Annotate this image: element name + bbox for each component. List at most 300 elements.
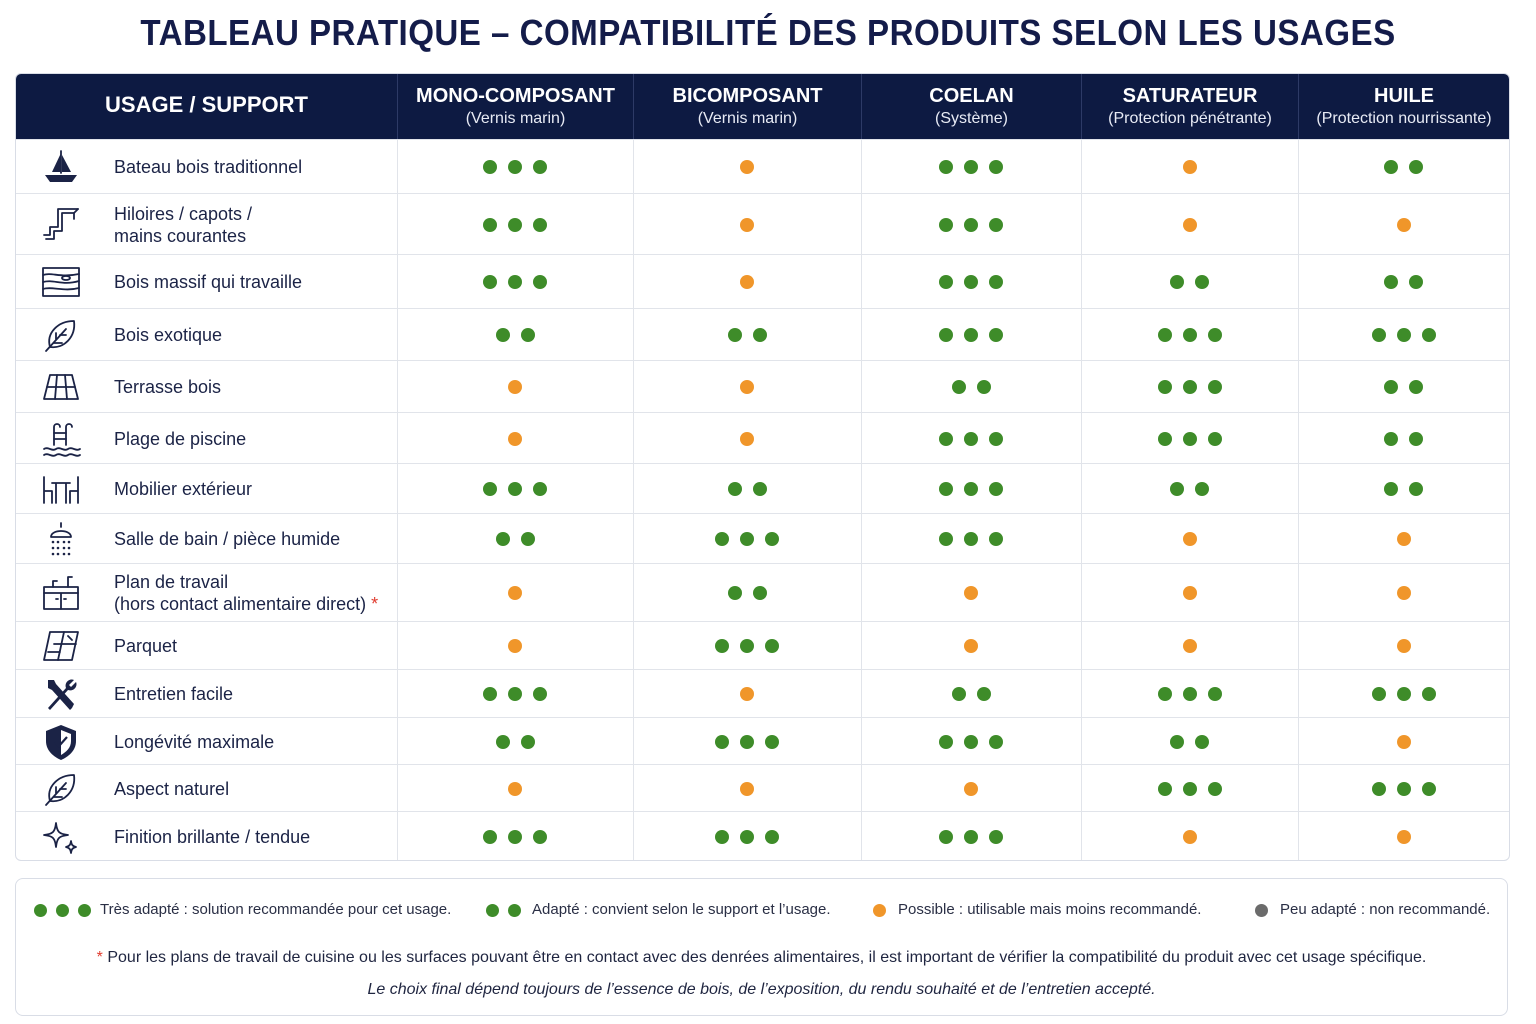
rating-dot [715, 639, 729, 653]
rating-dot [508, 687, 522, 701]
rating-dot [1397, 532, 1411, 546]
rating-dots [483, 482, 547, 498]
column-header-sub: (Protection pénétrante) [1108, 110, 1272, 127]
rating-dot [1409, 482, 1423, 496]
rating-dots [740, 218, 754, 234]
rating-dot [939, 432, 953, 446]
rating-dots [939, 532, 1003, 548]
tools-icon [40, 674, 82, 714]
rating-dot [964, 830, 978, 844]
row-label-text: Parquet [114, 636, 178, 656]
rating-dots [508, 586, 522, 602]
rating-dots [1384, 482, 1423, 498]
table-row [16, 811, 1509, 860]
rating-dots [964, 782, 978, 798]
rating-dot [1195, 735, 1209, 749]
rating-dot [1183, 160, 1197, 174]
rating-dots [1397, 735, 1411, 751]
rating-dot [964, 482, 978, 496]
rating-dots [715, 830, 779, 846]
rating-dot [496, 735, 510, 749]
legend [15, 878, 1508, 1016]
rating-dots [939, 160, 1003, 176]
rating-dot [1158, 687, 1172, 701]
rating-dot [939, 275, 953, 289]
rating-dot [1158, 432, 1172, 446]
legend-dot [1255, 904, 1268, 917]
rating-dots [1372, 687, 1436, 703]
wood-grain-icon [40, 262, 82, 302]
handrail-icon [40, 205, 82, 245]
rating-dot [1409, 160, 1423, 174]
rating-dots [939, 735, 1003, 751]
rating-dots [1158, 432, 1222, 448]
rating-dot [1158, 328, 1172, 342]
rating-dot [508, 218, 522, 232]
rating-dot [508, 432, 522, 446]
rating-dot [1422, 782, 1436, 796]
rating-dot [740, 782, 754, 796]
table-row [16, 513, 1509, 563]
rating-dot [740, 639, 754, 653]
rating-dot [989, 735, 1003, 749]
rating-dot [1183, 328, 1197, 342]
rating-dot [989, 218, 1003, 232]
leaf-icon [40, 315, 82, 355]
rating-dot [989, 830, 1003, 844]
rating-dots [483, 218, 547, 234]
rating-dot [1183, 532, 1197, 546]
rating-dot [508, 639, 522, 653]
rating-dot [765, 735, 779, 749]
table-header [16, 74, 1509, 139]
column-header-sub: (Système) [935, 110, 1008, 127]
column-header [1081, 74, 1298, 139]
rating-dot [533, 830, 547, 844]
rating-dot [989, 275, 1003, 289]
rating-dot [533, 218, 547, 232]
rating-dots [1170, 275, 1209, 291]
column-header [861, 74, 1081, 139]
header-usage-support [16, 74, 397, 139]
food-contact-text: Pour les plans de travail de cuisine ou les surfaces pouvant être en contact avec des denrées alimentaires, il est important de vérifier la compatibilité du produit avec cet usage spécifique. [107, 949, 1427, 966]
rating-dot [964, 532, 978, 546]
rating-dot [740, 687, 754, 701]
table-row [16, 254, 1509, 308]
rating-dots [740, 782, 754, 798]
row-label [114, 826, 310, 848]
rating-dots [508, 782, 522, 798]
final-choice-note: Le choix final dépend toujours de l’essence de bois, de l’exposition, du rendu souhaité et de l’entretien accepté. [367, 981, 1156, 998]
rating-dot [964, 432, 978, 446]
legend-item-text: Peu adapté : non recommandé. [1280, 901, 1491, 918]
rating-dots [508, 380, 522, 396]
rating-dot [1372, 782, 1386, 796]
rating-dots [939, 218, 1003, 234]
rating-dot [1384, 482, 1398, 496]
rating-dots [1372, 782, 1436, 798]
rating-dot [939, 328, 953, 342]
row-label [114, 571, 378, 615]
legend-dot [486, 904, 499, 917]
column-header-sub: (Vernis marin) [697, 110, 798, 127]
legend-dot [873, 904, 886, 917]
rating-dot [496, 532, 510, 546]
food-contact-note [16, 949, 1507, 967]
rating-dot [939, 160, 953, 174]
row-label [114, 778, 229, 800]
rating-dot [483, 830, 497, 844]
rating-dot [765, 532, 779, 546]
legend-dot [34, 904, 47, 917]
column-header-name: BICOMPOSANT [672, 85, 823, 107]
rating-dot [740, 735, 754, 749]
legend-dot [78, 904, 91, 917]
note-asterisk: * [96, 949, 103, 966]
rating-dot [1170, 275, 1184, 289]
rating-dot [989, 160, 1003, 174]
rating-dot [1409, 275, 1423, 289]
rating-dots [1170, 482, 1209, 498]
legend-item-text: Adapté : convient selon le support et l’usage. [532, 901, 831, 918]
table-row [16, 669, 1509, 717]
rating-dot [1384, 380, 1398, 394]
parquet-icon [40, 626, 82, 666]
legend-item-text: Très adapté : solution recommandée pour cet usage. [100, 901, 452, 918]
rating-dots [1397, 639, 1411, 655]
rating-dot [533, 160, 547, 174]
rating-dot [740, 218, 754, 232]
rating-dot [533, 275, 547, 289]
rating-dot [521, 735, 535, 749]
rating-dot [1170, 735, 1184, 749]
rating-dot [521, 328, 535, 342]
shower-icon [40, 519, 82, 559]
rating-dots [1397, 218, 1411, 234]
column-header-name: MONO-COMPOSANT [416, 85, 615, 107]
table-row [16, 360, 1509, 412]
rating-dot [508, 830, 522, 844]
rating-dots [964, 639, 978, 655]
row-label [114, 478, 252, 500]
rating-dots [1183, 830, 1197, 846]
table-row [16, 463, 1509, 513]
rating-dot [1183, 380, 1197, 394]
row-label-text: Finition brillante / tendue [114, 826, 311, 847]
column-header-name: HUILE [1374, 85, 1434, 107]
note-asterisk: * [366, 594, 379, 614]
rating-dots [1183, 532, 1197, 548]
row-label [114, 324, 222, 346]
rating-dot [1183, 586, 1197, 600]
rating-dot [1183, 687, 1197, 701]
rating-dots [496, 328, 535, 344]
table-row [16, 717, 1509, 764]
rating-dots [483, 275, 547, 291]
rating-dots [1158, 782, 1222, 798]
rating-dots [1183, 639, 1197, 655]
rating-dot [939, 482, 953, 496]
rating-dot [964, 782, 978, 796]
table-row [16, 139, 1509, 193]
page-title: TABLEAU PRATIQUE – COMPATIBILITÉ DES PRODUITS SELON LES USAGES [140, 12, 1396, 53]
rating-dot [753, 482, 767, 496]
rating-dot [1158, 380, 1172, 394]
rating-dot [740, 275, 754, 289]
rating-dot [728, 586, 742, 600]
row-label-text: Entretien facile [114, 684, 234, 704]
rating-dot [753, 328, 767, 342]
rating-dot [1195, 482, 1209, 496]
rating-dots [1384, 160, 1423, 176]
rating-dots [1397, 586, 1411, 602]
rating-dots [728, 328, 767, 344]
rating-dot [939, 735, 953, 749]
row-label-text: Bois massif qui travaille [114, 272, 303, 292]
rating-dot [964, 328, 978, 342]
table-row [16, 308, 1509, 360]
rating-dot [1422, 687, 1436, 701]
rating-dot [989, 432, 1003, 446]
row-label-text: Plan de travail (hors contact alimentaire direct) [114, 572, 367, 614]
rating-dot [715, 735, 729, 749]
rating-dot [1183, 218, 1197, 232]
rating-dot [1397, 782, 1411, 796]
rating-dot [753, 586, 767, 600]
rating-dot [1183, 432, 1197, 446]
kitchen-counter-icon [40, 573, 82, 613]
rating-dots [1183, 218, 1197, 234]
rating-dots [483, 160, 547, 176]
rating-dots [1158, 380, 1222, 396]
rating-dot [964, 735, 978, 749]
column-header-name: COELAN [929, 85, 1014, 107]
rating-dots [1170, 735, 1209, 751]
table-row [16, 621, 1509, 669]
row-label-text: Mobilier extérieur [114, 479, 253, 499]
rating-dot [728, 328, 742, 342]
row-label [114, 156, 302, 178]
rating-dot [952, 380, 966, 394]
rating-dot [939, 532, 953, 546]
rating-dot [1397, 586, 1411, 600]
compatibility-table [15, 73, 1510, 861]
rating-dots [508, 639, 522, 655]
rating-dots [952, 380, 991, 396]
table-row [16, 193, 1509, 254]
legend-dot [56, 904, 69, 917]
rating-dots [1384, 380, 1423, 396]
rating-dot [765, 639, 779, 653]
rating-dot [1183, 639, 1197, 653]
row-label [114, 635, 177, 657]
row-label-text: Salle de bain / pièce humide [114, 529, 341, 549]
rating-dot [765, 830, 779, 844]
rating-dot [1397, 218, 1411, 232]
row-label [114, 376, 221, 398]
legend-dot [508, 904, 521, 917]
row-label [114, 271, 302, 293]
rating-dots [483, 687, 547, 703]
rating-dots [1384, 432, 1423, 448]
rating-dots [740, 275, 754, 291]
rating-dots [1384, 275, 1423, 291]
rating-dots [939, 432, 1003, 448]
rating-dot [964, 639, 978, 653]
rating-dot [964, 586, 978, 600]
rating-dot [483, 687, 497, 701]
rating-dot [740, 830, 754, 844]
rating-dots [728, 586, 767, 602]
row-label-text: Bois exotique [114, 325, 223, 345]
rating-dots [939, 830, 1003, 846]
rating-dots [508, 432, 522, 448]
row-label [114, 428, 246, 450]
rating-dot [483, 160, 497, 174]
rating-dot [1170, 482, 1184, 496]
rating-dots [952, 687, 991, 703]
rating-dots [728, 482, 767, 498]
rating-dot [533, 482, 547, 496]
rating-dot [715, 830, 729, 844]
rating-dots [1158, 687, 1222, 703]
decking-icon [40, 367, 82, 407]
rating-dot [1397, 687, 1411, 701]
rating-dot [1158, 782, 1172, 796]
rating-dots [740, 160, 754, 176]
rating-dot [989, 482, 1003, 496]
table-row [16, 563, 1509, 621]
rating-dot [989, 532, 1003, 546]
rating-dot [1422, 328, 1436, 342]
rating-dot [483, 218, 497, 232]
rating-dot [508, 160, 522, 174]
rating-dots [483, 830, 547, 846]
row-label-text: Aspect naturel [114, 778, 230, 799]
row-label [114, 528, 340, 550]
rating-dots [1183, 160, 1197, 176]
rating-dot [977, 380, 991, 394]
rating-dots [1183, 586, 1197, 602]
row-label-text: Bateau bois traditionnel [114, 157, 303, 177]
rating-dot [508, 482, 522, 496]
rating-dot [740, 532, 754, 546]
rating-dot [989, 328, 1003, 342]
rating-dot [1397, 328, 1411, 342]
rating-dots [1397, 830, 1411, 846]
row-label [114, 683, 233, 705]
rating-dots [1372, 328, 1436, 344]
rating-dots [939, 328, 1003, 344]
rating-dot [1208, 782, 1222, 796]
table-row [16, 412, 1509, 463]
rating-dot [964, 275, 978, 289]
rating-dot [1208, 380, 1222, 394]
row-label-text: Longévité maximale [114, 731, 275, 752]
rating-dots [1158, 328, 1222, 344]
rating-dot [1397, 735, 1411, 749]
outdoor-furniture-icon [40, 469, 82, 509]
rating-dot [1183, 830, 1197, 844]
column-header-sub: (Protection nourrissante) [1316, 110, 1492, 127]
rating-dot [939, 830, 953, 844]
rating-dots [496, 532, 535, 548]
rating-dot [740, 432, 754, 446]
rating-dot [1409, 380, 1423, 394]
rating-dots [715, 532, 779, 548]
rating-dot [1208, 432, 1222, 446]
column-header [633, 74, 861, 139]
row-label [114, 731, 274, 753]
rating-dots [964, 586, 978, 602]
rating-dot [483, 275, 497, 289]
sailboat-icon [40, 147, 82, 187]
rating-dot [508, 380, 522, 394]
rating-dot [508, 275, 522, 289]
rating-dot [952, 687, 966, 701]
rating-dot [483, 482, 497, 496]
leaf-icon [40, 769, 82, 809]
rating-dot [728, 482, 742, 496]
legend-item-text: Possible : utilisable mais moins recommandé. [898, 901, 1202, 918]
rating-dot [740, 380, 754, 394]
rating-dot [1384, 160, 1398, 174]
rating-dots [1397, 532, 1411, 548]
rating-dot [1397, 830, 1411, 844]
rating-dots [740, 380, 754, 396]
rating-dot [977, 687, 991, 701]
rating-dot [533, 687, 547, 701]
row-label-text: Terrasse bois [114, 377, 222, 397]
rating-dot [1384, 275, 1398, 289]
rating-dots [740, 432, 754, 448]
rating-dot [1372, 328, 1386, 342]
header-usage-support-label: USAGE / SUPPORT [105, 92, 308, 117]
rating-dots [939, 275, 1003, 291]
rating-dot [521, 532, 535, 546]
row-label [114, 203, 252, 247]
rating-dots [715, 639, 779, 655]
rating-dots [496, 735, 535, 751]
rating-dot [1384, 432, 1398, 446]
rating-dot [508, 586, 522, 600]
rating-dot [1195, 275, 1209, 289]
column-header [397, 74, 633, 139]
rating-dots [740, 687, 754, 703]
rating-dots [715, 735, 779, 751]
rating-dot [1397, 639, 1411, 653]
pool-icon [40, 419, 82, 459]
column-header-name: SATURATEUR [1122, 85, 1258, 107]
column-header-sub: (Vernis marin) [465, 110, 566, 127]
rating-dot [964, 160, 978, 174]
rating-dot [939, 218, 953, 232]
rating-dot [1208, 328, 1222, 342]
row-label-text: Plage de piscine [114, 428, 247, 449]
sparkle-icon [40, 817, 82, 857]
row-label-text: Hiloires / capots / mains courantes [114, 203, 253, 246]
column-header [1298, 74, 1509, 139]
rating-dot [496, 328, 510, 342]
rating-dot [740, 160, 754, 174]
rating-dot [508, 782, 522, 796]
rating-dot [1372, 687, 1386, 701]
rating-dot [1183, 782, 1197, 796]
rating-dot [964, 218, 978, 232]
rating-dot [715, 532, 729, 546]
rating-dot [1208, 687, 1222, 701]
shield-icon [40, 722, 82, 762]
